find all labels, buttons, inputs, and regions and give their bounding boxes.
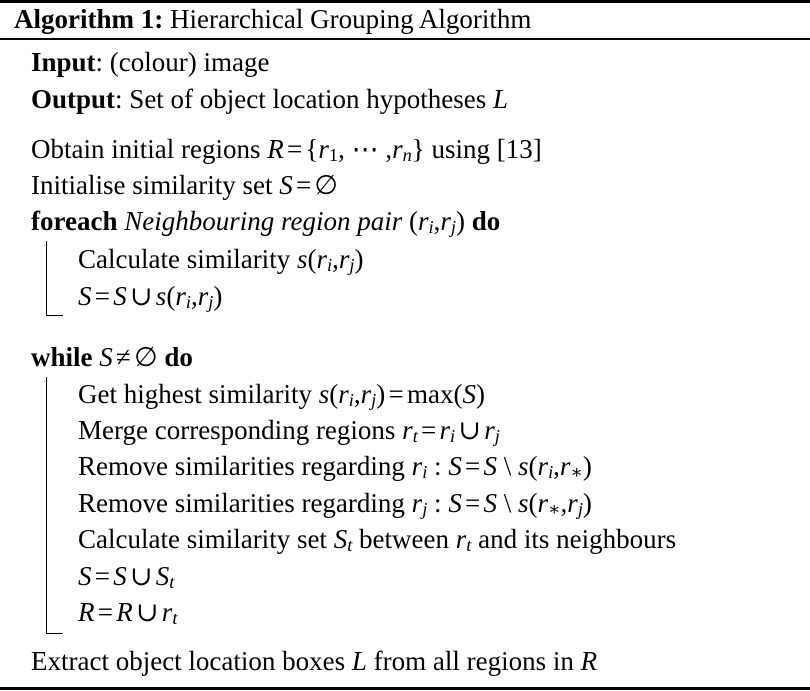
while-do-keyword: do bbox=[164, 342, 193, 372]
extract-boxes-line bbox=[31, 645, 597, 677]
output-line bbox=[31, 83, 508, 115]
while-keyword: while bbox=[31, 342, 93, 372]
remove-similarities-i-text: Remove similarities regarding bbox=[78, 451, 405, 481]
foreach-keyword: foreach bbox=[31, 206, 118, 236]
highest-similarity-formula: $s(r_i,r_j) = \max(S)$ bbox=[318, 379, 485, 411]
algorithm-label: Algorithm 1: bbox=[14, 4, 164, 34]
foreach-block-bar bbox=[46, 241, 63, 316]
union-similarity-set-formula: S = S ∪ $S_t$ bbox=[78, 561, 175, 593]
obtain-regions-line bbox=[31, 133, 542, 165]
bottom-rule bbox=[0, 687, 810, 690]
while-body-line-3 bbox=[78, 450, 592, 482]
calc-similarity-set-tail: and its neighbours bbox=[478, 524, 677, 554]
highest-similarity-text: Get highest similarity bbox=[78, 379, 312, 409]
foreach-pair-formula: $(r_i,r_j)$ bbox=[409, 206, 465, 238]
calc-similarity-text: Calculate similarity bbox=[78, 244, 291, 274]
extract-boxes-text: Extract object location boxes bbox=[31, 646, 346, 676]
while-condition-formula: S ≠ ∅ bbox=[99, 342, 158, 372]
foreach-condition: Neighbouring region pair bbox=[124, 206, 403, 236]
input-line bbox=[31, 46, 269, 78]
merge-regions-formula: $r_t = r_i$ ∪ $r_j$ bbox=[402, 415, 500, 447]
calc-similarity-set-var: $S_t$ bbox=[333, 524, 353, 556]
algorithm-header bbox=[14, 3, 531, 35]
calc-similarity-set-region: $r_t$ bbox=[455, 524, 472, 556]
init-similarity-text: Initialise similarity set bbox=[31, 170, 273, 200]
while-body-line-7 bbox=[78, 596, 177, 628]
output-keyword: Output bbox=[31, 84, 116, 114]
extract-boxes-var: L bbox=[351, 646, 367, 676]
foreach-body-line-1 bbox=[78, 243, 363, 275]
while-body-line-6 bbox=[78, 560, 174, 592]
input-text: : (colour) image bbox=[95, 47, 270, 77]
while-line bbox=[31, 341, 193, 373]
calc-similarity-set-mid: between bbox=[359, 524, 449, 554]
regions-formula: $R = \{r_1$, ⋯ $,r_n$} bbox=[267, 134, 425, 166]
obtain-regions-tail: using [13] bbox=[431, 134, 542, 164]
init-similarity-line bbox=[31, 169, 338, 201]
foreach-line bbox=[31, 205, 500, 237]
remove-similarities-j-text: Remove similarities regarding bbox=[78, 488, 405, 518]
while-body-line-1 bbox=[78, 378, 485, 410]
header-rule bbox=[0, 38, 810, 40]
foreach-body-line-2 bbox=[78, 280, 222, 312]
input-keyword: Input bbox=[31, 47, 96, 77]
calc-similarity-formula: $s(r_i,r_j)$ bbox=[296, 244, 364, 276]
remove-similarities-j-formula: $r_j$ : S = S \ $s(r_∗,r_j)$ bbox=[411, 488, 592, 520]
foreach-do-keyword: do bbox=[471, 206, 501, 236]
extract-boxes-text-2: from all regions in bbox=[373, 646, 574, 676]
while-body-line-4 bbox=[78, 487, 592, 519]
output-variable: L bbox=[492, 84, 508, 114]
extract-boxes-regions-var: R bbox=[580, 646, 598, 676]
calc-similarity-set-text: Calculate similarity set bbox=[78, 524, 327, 554]
remove-similarities-i-formula: $r_i$ : S = S \ $s(r_i,r_∗)$ bbox=[411, 451, 592, 483]
while-body-line-2 bbox=[78, 414, 500, 446]
while-body-line-5 bbox=[78, 523, 676, 555]
union-similarity-formula: S = S ∪ $s(r_i,r_j)$ bbox=[78, 281, 223, 313]
union-regions-formula: R = R ∪ $r_t$ bbox=[78, 597, 178, 629]
output-text: : Set of object location hypotheses bbox=[115, 84, 487, 114]
obtain-regions-text: Obtain initial regions bbox=[31, 134, 261, 164]
init-similarity-formula: S = ∅ bbox=[279, 170, 338, 200]
algorithm-title: Hierarchical Grouping Algorithm bbox=[169, 4, 532, 34]
while-block-bar bbox=[46, 377, 63, 634]
merge-regions-text: Merge corresponding regions bbox=[78, 415, 396, 445]
